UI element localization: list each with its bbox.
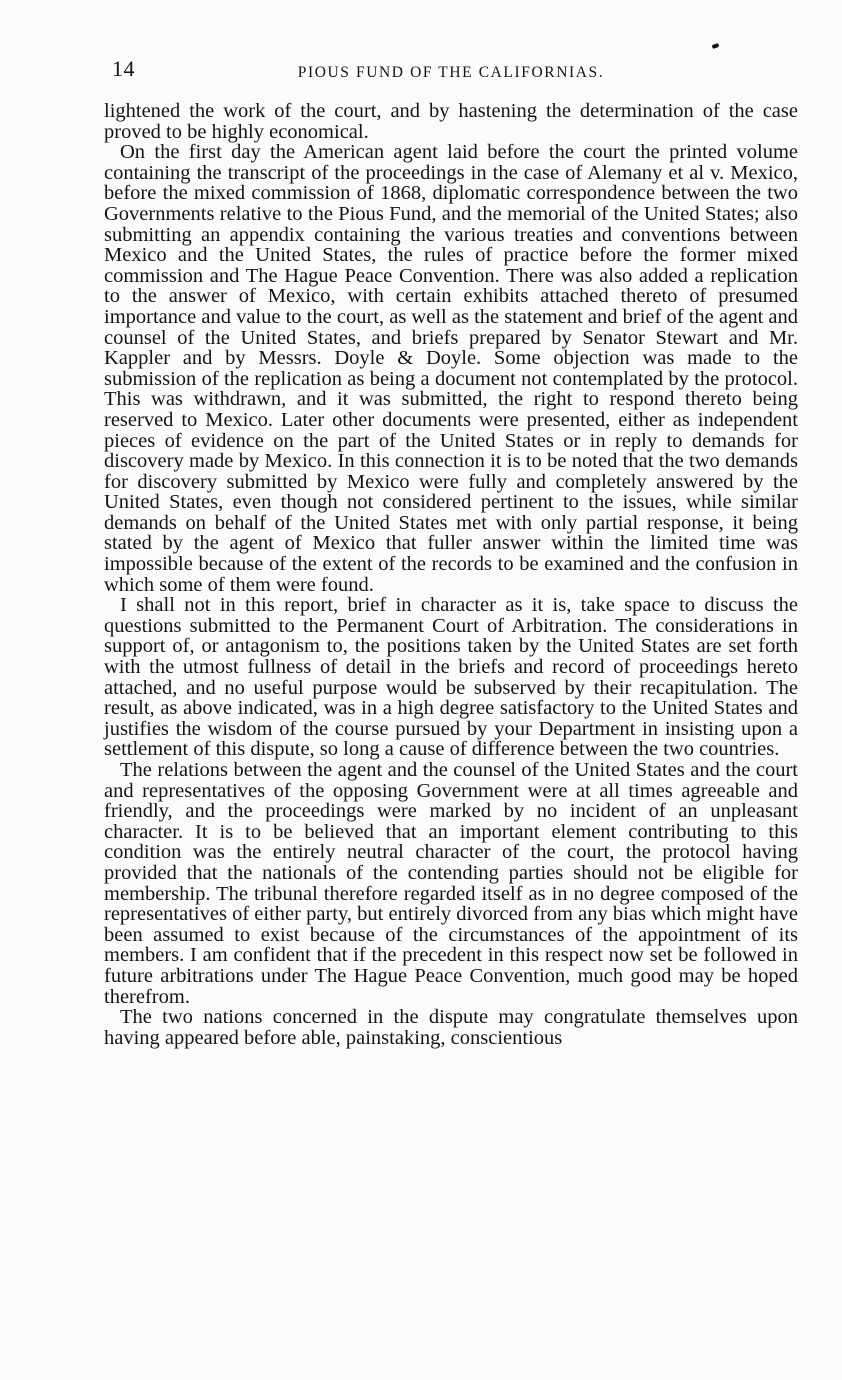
running-title: PIOUS FUND OF THE CALIFORNIAS. — [297, 64, 605, 81]
body-text — [104, 101, 798, 1048]
ink-mark — [712, 43, 720, 49]
paragraph: The relations between the agent and the counsel of the United States and the court and representatives of the opposing Government were at all times agreeable and friendly, and the proceedings were marked by no incident of an unpleasant character. It is to be believed that an important element contributing to this condition was the entirely neutral character of the court, the protocol having provided that the nationals of the contending parties should not be eligible for membership. The tribunal therefore regarded itself as in no degree composed of the representatives of either party, but entirely divorced from any bias which might have been assumed to exist because of the circumstances of the appointment of its members. I am confident that if the precedent in this respect now set be followed in future arbitrations under The Hague Peace Convention, much good may be hoped therefrom. — [104, 759, 798, 1008]
paragraph: I shall not in this report, brief in character as it is, take space to discuss the questions submitted to the Permanent Court of Arbitration. The considerations in support of, or antagonism to, the positions taken by the United States are set forth with the utmost fullness of detail in the briefs and record of proceedings hereto attached, and no useful purpose would be subserved by their recapitulation. The result, as above indicated, was in a high degree satisfactory to the United States and justifies the wisdom of the course pursued by your Department in insisting upon a settlement of this dispute, so long a cause of difference between the two countries. — [104, 594, 798, 761]
paragraph: The two nations concerned in the dispute may congratulate themselves upon having appeared before able, painstaking, conscientious — [104, 1006, 798, 1049]
page-number: 14 — [112, 56, 135, 81]
paragraph-continued: lightened the work of the court, and by hastening the determination of the case proved to be highly economical. — [104, 100, 798, 143]
paragraph: On the first day the American agent laid before the court the printed volume containing the transcript of the proceedings in the case of Alemany et al v. Mexico, before the mixed commission of 1868, diplomatic correspondence between the two Governments relative to the Pious Fund, and the memorial of the United States; also submitting an appendix containing the various treaties and conventions between Mexico and the United States, the rules of practice before the former mixed commission and The Hague Peace Convention. There was also added a replication to the answer of Mexico, with certain exhibits attached thereto of presumed importance and value to the court, as well as the statement and brief of the agent and counsel of the United States, and briefs prepared by Senator Stewart and Mr. Kappler and by Messrs. Doyle & Doyle. Some objection was made to the submission of the replication as being a document not contemplated by the protocol. This was withdrawn, and it was submitted, the right to respond thereto being reserved to Mexico. Later other documents were presented, either as independent pieces of evidence on the part of the United States or in reply to demands for discovery made by Mexico. In this connection it is to be noted that the two demands for discovery submitted by Mexico were fully and completely answered by the United States, even though not considered pertinent to the issues, while similar demands on behalf of the United States met with only partial response, it being stated by the agent of Mexico that fuller answer within the limited time was impossible because of the extent of the records to be examined and the confusion in which some of them were found. — [104, 141, 798, 596]
